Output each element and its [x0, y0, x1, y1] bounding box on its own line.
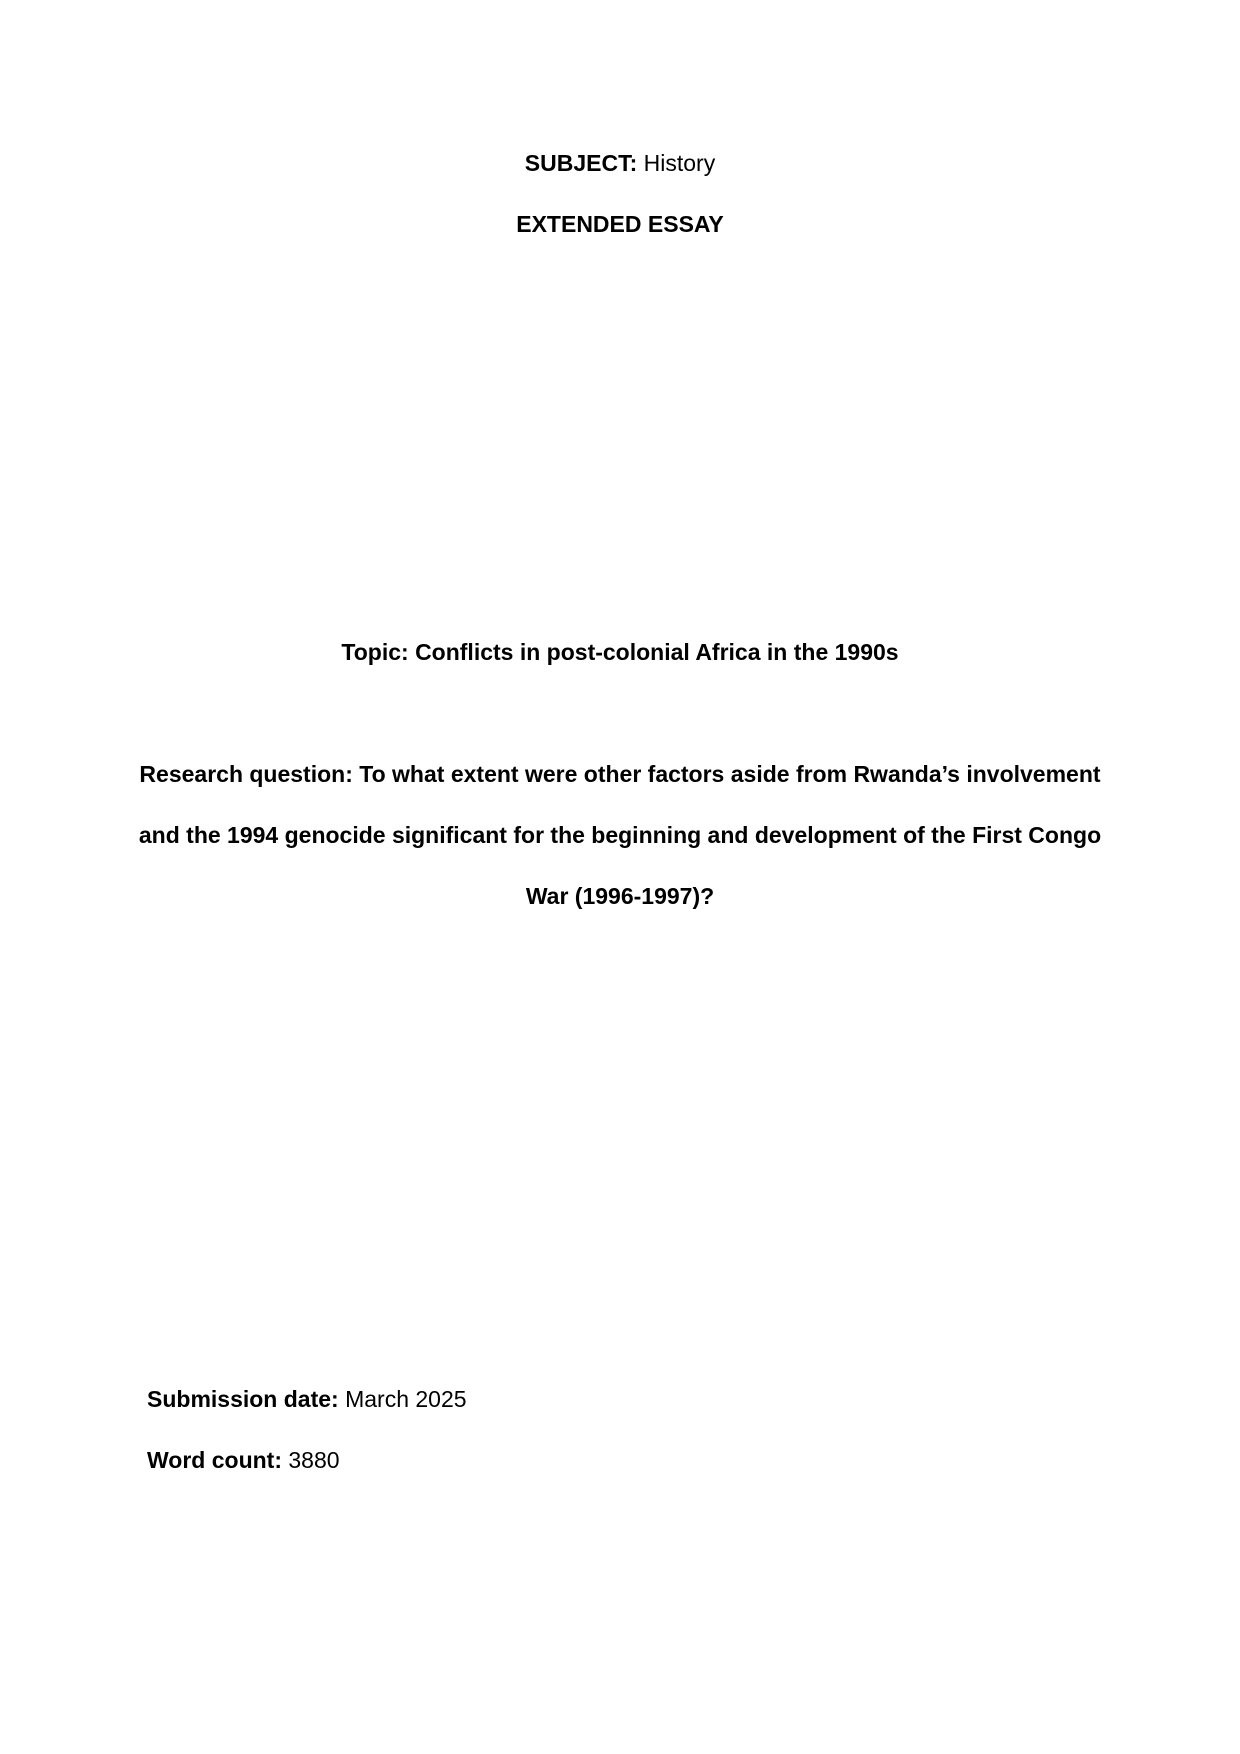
- submission-date-line: [147, 1384, 467, 1414]
- word-count-label: Word count:: [147, 1447, 282, 1473]
- research-question-line-2: and the 1994 genocide significant for the beginning and development of the First Congo: [138, 822, 1102, 848]
- subject-value: History: [643, 150, 716, 176]
- topic-line: Topic: Conflicts in post-colonial Africa in the 1990s: [341, 639, 899, 665]
- submission-date-value: March 2025: [345, 1386, 467, 1412]
- word-count-value: 3880: [288, 1447, 340, 1473]
- research-question-line-1: Research question: To what extent were other factors aside from Rwanda’s involvement: [139, 761, 1101, 787]
- essay-type-heading: EXTENDED ESSAY: [516, 211, 724, 237]
- subject-label: SUBJECT:: [524, 150, 638, 176]
- research-question-line-3: War (1996-1997)?: [525, 883, 715, 909]
- submission-date-label: Submission date:: [147, 1386, 339, 1412]
- word-count-line: [147, 1445, 340, 1475]
- subject-line: [0, 148, 1240, 178]
